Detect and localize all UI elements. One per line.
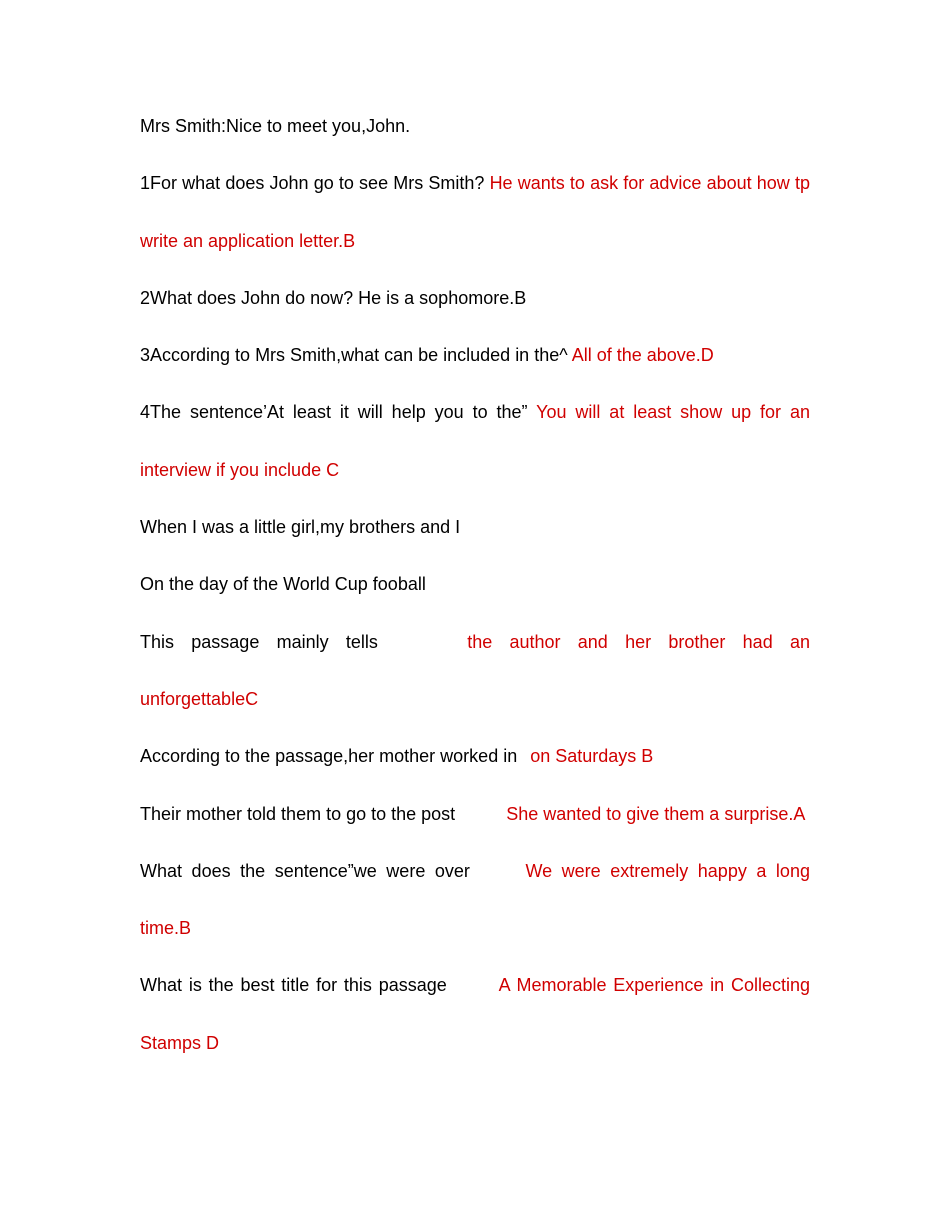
answer-text: We were extremely happy a long time.B: [140, 860, 810, 939]
question-text: 4The sentence’At least it will help you to the”: [140, 402, 528, 423]
paragraph: [140, 957, 810, 1072]
question-text: When I was a little girl,my brothers and I: [140, 517, 461, 538]
answer-text: A Memorable Experience in Collecting Stamps D: [140, 975, 811, 1053]
question-text: 1For what does John go to see Mrs Smith?: [140, 173, 485, 194]
paragraph: [140, 556, 810, 613]
paragraph: [140, 614, 810, 729]
paragraph: [140, 728, 810, 785]
answer-text: He wants to ask for advice about how tp write an application letter.B: [140, 173, 810, 251]
question-text: Mrs Smith:Nice to meet you,John.: [140, 116, 411, 136]
answer-text: the author and her brother had an unforgettableC: [140, 631, 811, 709]
paragraph: [140, 327, 810, 384]
paragraph: [140, 499, 810, 556]
question-text: What does the sentence”we were over: [140, 860, 470, 881]
question-text: 2What does John do now? He is a sophomore.B: [140, 287, 527, 308]
document-body: [140, 98, 810, 1072]
question-text: According to the passage,her mother worked in: [140, 746, 518, 767]
question-text: This passage mainly tells: [140, 631, 378, 652]
paragraph: [140, 384, 810, 499]
answer-text: on Saturdays B: [530, 746, 654, 767]
answer-text: You will at least show up for an interview if you include C: [140, 402, 810, 480]
question-text: 3According to Mrs Smith,what can be included in the^: [140, 345, 568, 366]
paragraph: [140, 270, 810, 327]
answer-text: She wanted to give them a surprise.A: [506, 803, 806, 824]
paragraph: [140, 155, 810, 270]
question-text: Their mother told them to go to the post: [140, 803, 456, 824]
paragraph: [140, 843, 810, 958]
question-text: What is the best title for this passage: [140, 975, 447, 996]
answer-text: All of the above.D: [571, 345, 714, 366]
paragraph: [140, 786, 810, 843]
question-text: On the day of the World Cup fooball: [140, 574, 426, 595]
paragraph: [140, 98, 810, 155]
